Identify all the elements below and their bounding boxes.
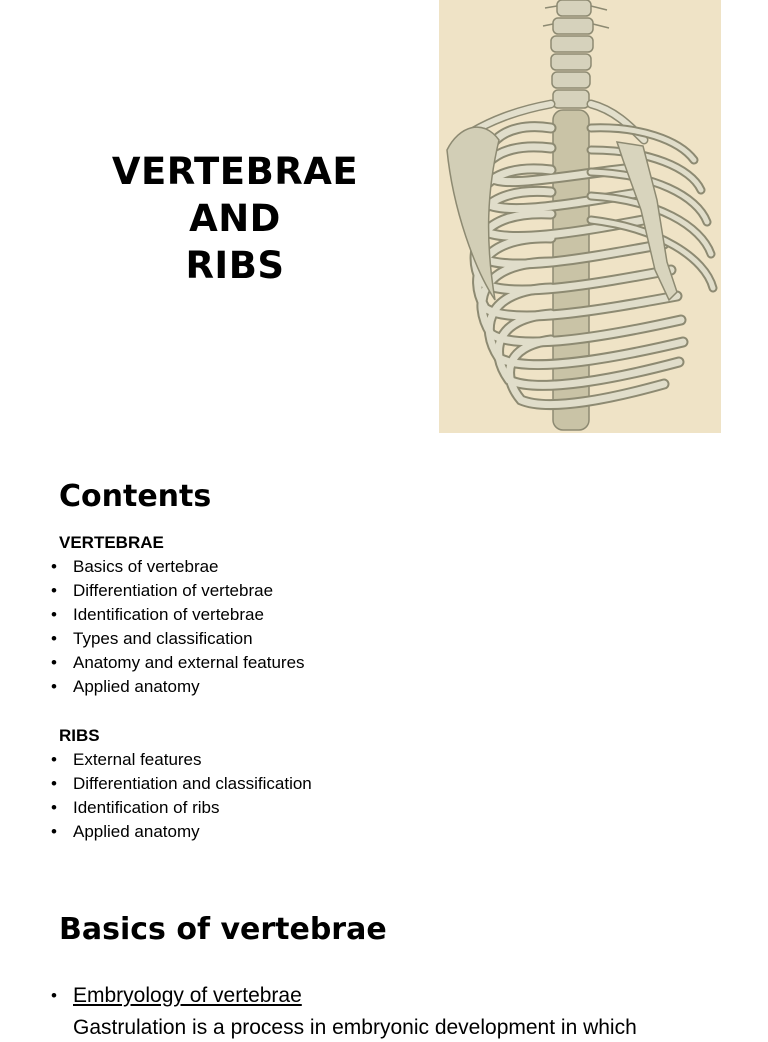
vertebrae-topic-list: [51, 555, 305, 699]
list-item: • Differentiation and classification: [51, 772, 312, 796]
ribs-section-label: RIBS: [59, 726, 100, 745]
list-item: • External features: [51, 748, 312, 772]
title-line-1: VERTEBRAE: [111, 150, 359, 193]
list-item: • Identification of vertebrae: [51, 603, 305, 627]
list-item: • Applied anatomy: [51, 820, 312, 844]
contents-heading: Contents: [59, 479, 212, 514]
slide-title: [90, 148, 380, 289]
ribcage-drawing: [439, 0, 721, 433]
list-item: • Types and classification: [51, 627, 305, 651]
bullet-dot: •: [51, 986, 57, 1005]
list-item: • Anatomy and external features: [51, 651, 305, 675]
title-line-2: AND: [189, 197, 281, 240]
gastrulation-text: Gastrulation is a process in embryonic development in which: [73, 1016, 637, 1039]
list-item: • Differentiation of vertebrae: [51, 579, 305, 603]
vertebrae-section-label: VERTEBRAE: [59, 533, 164, 552]
list-item: • Applied anatomy: [51, 675, 305, 699]
title-line-3: RIBS: [185, 244, 285, 287]
ribcage-illustration: [439, 0, 721, 433]
ribs-topic-list: [51, 748, 312, 844]
embryology-link[interactable]: Embryology of vertebrae: [73, 984, 302, 1007]
list-item: • Identification of ribs: [51, 796, 312, 820]
list-item: • Basics of vertebrae: [51, 555, 305, 579]
basics-heading: Basics of vertebrae: [59, 912, 387, 947]
embryology-bullet: [51, 982, 302, 1010]
